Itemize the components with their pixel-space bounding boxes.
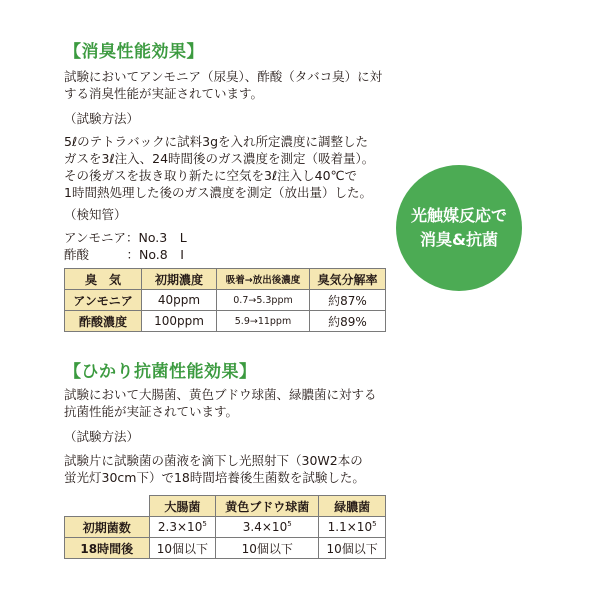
table-header-row <box>65 269 386 290</box>
row-label: 初期菌数 <box>65 517 150 538</box>
table-cell: 約89% <box>310 311 386 332</box>
antibacterial-table <box>64 495 386 559</box>
table-cell <box>216 517 319 538</box>
table-cell: 0.7→5.3ppm <box>217 290 310 311</box>
table-row <box>65 538 386 559</box>
table-cell: 10個以下 <box>216 538 319 559</box>
table-cell: 5.9→11ppm <box>217 311 310 332</box>
deodorize-method-heading: （試験方法） <box>64 111 140 126</box>
table-header-cell: 初期濃度 <box>142 269 217 290</box>
antibacterial-method-heading: （試験方法） <box>64 429 140 444</box>
table-cell: 10個以下 <box>319 538 386 559</box>
table-row <box>65 311 386 332</box>
antibacterial-method <box>64 452 365 486</box>
tube-list <box>64 229 187 263</box>
table-cell <box>149 517 216 538</box>
count-exponent: 5 <box>372 520 377 528</box>
deodorize-intro <box>64 68 382 102</box>
table-header-cell: 緑膿菌 <box>319 496 386 517</box>
badge-line: 光触媒反応で <box>410 206 507 225</box>
table-header-cell: 臭 気 <box>65 269 142 290</box>
antibacterial-title: 【ひかり抗菌性能効果】 <box>64 362 257 382</box>
count-base: 2.3×10 <box>157 520 203 534</box>
table-header-cell: 吸着→放出後濃度 <box>217 269 310 290</box>
table-row <box>65 517 386 538</box>
table-row <box>65 290 386 311</box>
table-header-row <box>65 496 386 517</box>
row-label: アンモニア <box>65 290 142 311</box>
deodorize-intro-line: する消臭性能が実証されています。 <box>64 86 264 101</box>
table-cell: 40ppm <box>142 290 217 311</box>
antibacterial-intro <box>64 386 377 420</box>
deodorize-method-line: 5ℓのテトラバックに試料3gを入れ所定濃度に調整した <box>64 134 369 149</box>
tube-item: アンモニア：No.3 L <box>64 230 187 245</box>
row-label: 18時間後 <box>65 538 150 559</box>
badge-line: 消臭&抗菌 <box>420 230 498 249</box>
count-base: 1.1×10 <box>327 520 373 534</box>
deodorize-title: 【消臭性能効果】 <box>64 42 204 62</box>
deodorize-intro-line: 試験においてアンモニア（尿臭）、酢酸（タバコ臭）に対 <box>64 69 383 84</box>
table-header-cell: 黄色ブドウ球菌 <box>216 496 319 517</box>
tube-item: 酢酸 ：No.8 I <box>64 247 184 262</box>
table-cell <box>319 517 386 538</box>
antibacterial-method-line: 試験片に試験菌の菌液を滴下し光照射下（30W2本の <box>64 453 363 468</box>
count-base: 3.4×10 <box>242 520 288 534</box>
deodorize-table <box>64 268 386 332</box>
table-cell: 10個以下 <box>149 538 216 559</box>
table-cell: 約87% <box>310 290 386 311</box>
deodorize-method-line: ガスを3ℓ注入、24時間後のガス濃度を測定（吸着量）。 <box>64 151 375 166</box>
table-cell: 100ppm <box>142 311 217 332</box>
count-exponent: 5 <box>287 520 292 528</box>
deodorize-method <box>64 133 374 201</box>
table-header-cell: 大腸菌 <box>149 496 216 517</box>
count-exponent: 5 <box>202 520 207 528</box>
table-corner <box>65 496 150 517</box>
deodorize-method-line: 1時間熱処理した後のガス濃度を測定（放出量）した。 <box>64 185 372 200</box>
antibacterial-intro-line: 試験において大腸菌、黄色ブドウ球菌、緑膿菌に対する <box>64 387 377 402</box>
row-label: 酢酸濃度 <box>65 311 142 332</box>
antibacterial-intro-line: 抗菌性能が実証されています。 <box>64 404 239 419</box>
deodorize-method-line: その後ガスを抜き取り新たに空気を3ℓ注入し40℃で <box>64 168 358 183</box>
antibacterial-method-line: 蛍光灯30cm下）で18時間培養後生菌数を試験した。 <box>64 470 365 485</box>
table-header-cell: 臭気分解率 <box>310 269 386 290</box>
tube-heading: （検知管） <box>64 207 127 222</box>
photocatalyst-badge <box>396 165 522 291</box>
